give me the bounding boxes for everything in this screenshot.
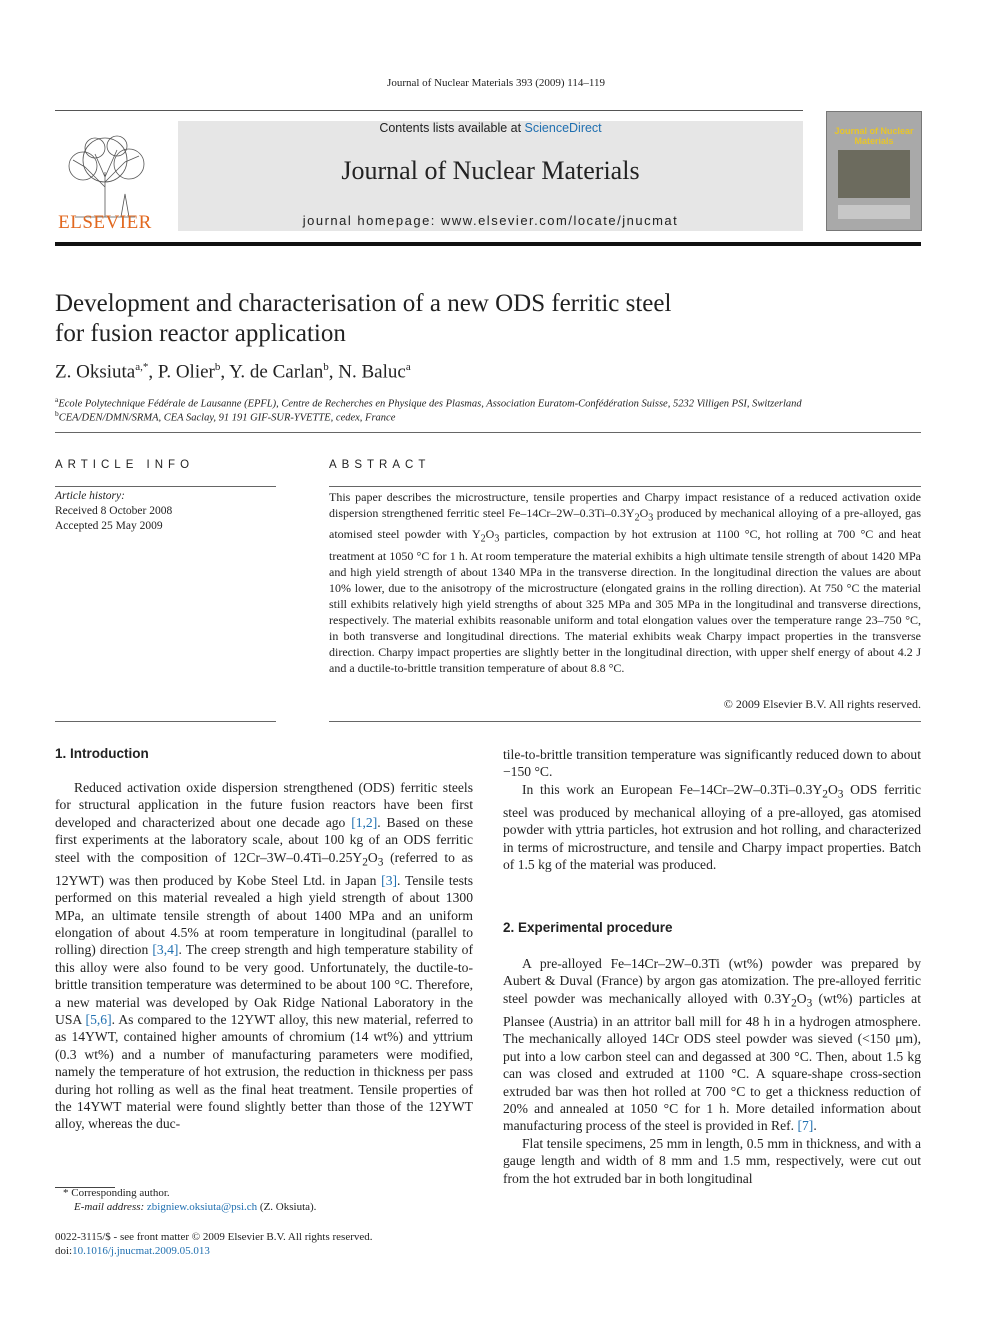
introduction-continued [503,746,921,874]
elsevier-wordmark: ELSEVIER [58,212,152,233]
author-name[interactable]: P. Olier [157,361,215,383]
doi-line [55,1245,210,1257]
affiliation-mark: b [55,409,59,418]
history-label: Article history: [55,490,125,502]
author-name[interactable]: N. Baluc [338,361,406,383]
author-mark: a [405,361,411,373]
article-history [55,489,172,534]
contents-prefix: Contents lists available at [379,121,525,135]
abstract-bottom-rule [329,721,921,722]
article-info-bottom-rule [55,721,276,722]
issn-line: 0022-3115/$ - see front matter © 2009 Elsevier B.V. All rights reserved. [55,1231,373,1243]
cover-photo [838,150,910,198]
experimental-paragraph: A pre-alloyed Fe–14Cr–2W–0.3Ti (wt%) powder was prepared by Aubert & Duval (France) by argon gas atomization. The pre-alloyed ferritic steel powder was mechanically alloyed with $0.3Y_2O_3$ (wt%) particles at Plansee (Austria) in an attritor ball mill for 48 h in a hydrogen atmosphere. The mechanically alloyed 14Cr ODS steel powder was sieved (<150 μm), put into a low carbon steel can and degassed at 300 °C. Then, about 1.5 kg can was closed and extruded at 1100 °C. A square-shape cross-section extruded bar was then hot rolled at 700 °C to get a thickness reduction of 20% and annealed at 1050 °C for 1 h. More detailed information about manufacturing process of the steel is provided in Ref. [7]. [503,956,921,1134]
journal-homepage[interactable]: journal homepage: www.elsevier.com/locate/jnucmat [302,213,679,228]
abstract-copyright: © 2009 Elsevier B.V. All rights reserved. [723,697,921,711]
received-date: Received 8 October 2008 [55,505,173,517]
author-list [55,361,411,383]
introduction-paragraph: Reduced activation oxide dispersion strengthened (ODS) ferritic steels for structural application in the future fusion reactors have been first developed and characterized about one decade ago [1,2]. Based on these first experiments at the laboratory scale, about 100 kg of an ODS ferritic steel with the composition of $12Cr-3W-0.4Ti-0.25Y_2O_3$ (referred to as 12YWT) was then produced by Kobe Steel Ltd. in Japan [3]. Tensile tests performed on this material revealed a high yield strength of about 1300 MPa, an ultimate tensile strength of about 1400 MPa and an uniform elongation of about 4.5% at room temperature in longitudinal (parallel to rolling) direction [3,4]. The creep strength and high temperature stability of this alloy were also found to be very good. Unfortunately, the ductile-to-brittle transition temperature was determined to be about 100 °C. Therefore, a new material was developed by Oak Ridge National Laboratory in the USA [5,6]. As compared to the 12YWT alloy, this new material, referred to as 14YWT, contained higher amounts of chromium (14 wt%) and yttrium (0.3 wt%) and a number of manufacturing parameters were modified, namely the temperature of hot extrusion, the reduction in thickness per pass during hot rolling as well as the final heat treatment. Tensile properties of the 14YWT material were found slightly better than those of the 12YWT alloy, whereas the duc- [55,780,474,1132]
header-rule [55,110,803,111]
email-link[interactable]: zbigniew.oksiuta@psi.ch [146,1201,258,1213]
citation-link[interactable]: [7] [797,1118,814,1134]
author-separator: , [220,361,230,383]
header-thick-rule [55,242,921,246]
paper-title [55,289,815,349]
paper-title-line-1: Development and characterisation of a new ODS ferritic steel [55,290,672,317]
affiliation-text: CEA/DEN/DMN/SRMA, CEA Saclay, 91 191 GIF-SUR-YVETTE, cedex, France [58,412,396,424]
author-separator: , [148,361,158,383]
email-label: E-mail address: [74,1201,147,1213]
citation-link[interactable]: [5,6] [85,1012,112,1027]
cover-footer [838,205,910,219]
affiliation-a [55,395,802,410]
contents-line [178,121,803,135]
experimental-paragraph: Flat tensile specimens, 25 mm in length, 0.5 mm in thickness, and with a gauge length and width of 8 mm and 1.5 mm, respectively, were cut out from the hot extruded bar in both longitudinal [503,1135,921,1186]
cover-title: Journal of Nuclear Materials [834,126,914,146]
introduction-paragraph: tile-to-brittle transition temperature was significantly reduced down to about −150 °C. [503,747,921,780]
section-1-heading: 1. Introduction [55,746,149,761]
affiliation-text: Ecole Polytechnique Fédérale de Lausanne (EPFL), Centre de Recherches en Physique des Plasmas, Association Euratom-Confédération Suisse, 5232 Villigen PSI, Switzerland [58,398,802,410]
running-head: Journal of Nuclear Materials 393 (2009) 114–119 [387,77,605,89]
author-name[interactable]: Z. Oksiuta [55,361,136,383]
section-2-heading: 2. Experimental procedure [503,920,673,935]
author-mark: b [323,361,329,373]
experimental-body [503,955,921,1187]
sciencedirect-link[interactable]: ScienceDirect [524,121,602,135]
journal-name: Journal of Nuclear Materials [341,156,640,185]
author-name[interactable]: Y. de Carlan [229,361,324,383]
abstract-rule [329,486,921,487]
doi-label: doi: [55,1245,73,1257]
citation-link[interactable]: [3,4] [152,942,179,958]
introduction-paragraph: In this work an European $Fe-14Cr-2W-0.3Ti-0.3Y_2O_3$ ODS ferritic steel was produced by mechanical alloying of a pre-alloyed, gas atomised powder with yttria particles, hot extrusion and hot rolling, and characterized in terms of microstructure, and tensile and Charpy impact properties. Batch of 1.5 kg of the material was produced. [503,781,921,873]
abstract-text: This paper describes the microstructure, tensile properties and Charpy impact resistance of a reduced activation oxide dispersion strengthened ferritic steel $Fe-14Cr-2W-0.3Ti-0.3Y_2O_3$ produced by mechanical alloying of a pre-alloyed, gas atomised steel powder with $Y_2O_3$ particles, compaction by hot extrusion at 1100 °C, hot rolling at 700 °C and heat treatment at 1050 °C for 1 h. At room temperature the material exhibits a high ultimate tensile strength of about 1420 MPa and high yield strength of about 1340 MPa in the transverse direction. In the longitudinal direction the values are about 10% lower, due to the anisotropy of the microstructure (elongated grains in the rolling direction). At 750 °C the material still exhibits relatively high yield strengths of about 325 MPa and 305 MPa in the longitudinal and transverse directions, respectively. The material exhibits reasonable uniform and total elongation values over the temperature range 23–750 °C, in both transverse and longitudinal directions. The material exhibits weak Charpy impact properties in the transverse direction. Charpy impact properties are slightly better in the longitudinal direction, with upper shelf energy of about 4.2 J and a ductile-to-brittle transition temperature of about 8.8 °C. [329,490,921,675]
author-mark: a,* [135,361,149,373]
abstract-heading: ABSTRACT [329,459,431,471]
article-info-heading: ARTICLE INFO [55,459,195,471]
corresponding-author-note: * Corresponding author. [63,1187,170,1199]
affiliation-mark: a [55,395,59,404]
email-suffix: (Z. Oksiuta). [257,1201,317,1213]
accepted-date: Accepted 25 May 2009 [55,520,163,532]
introduction-body [55,779,473,1133]
paper-title-line-2: for fusion reactor application [55,320,346,347]
email-note [74,1201,316,1213]
doi-link[interactable]: 10.1016/j.jnucmat.2009.05.013 [72,1245,210,1257]
author-mark: b [214,361,221,373]
article-info-rule [55,486,276,487]
affiliation-b [55,409,395,424]
citation-link[interactable]: [3] [381,872,398,888]
citation-link[interactable]: [1,2] [351,814,378,830]
author-separator: , [328,361,339,383]
affiliation-rule [55,432,921,433]
